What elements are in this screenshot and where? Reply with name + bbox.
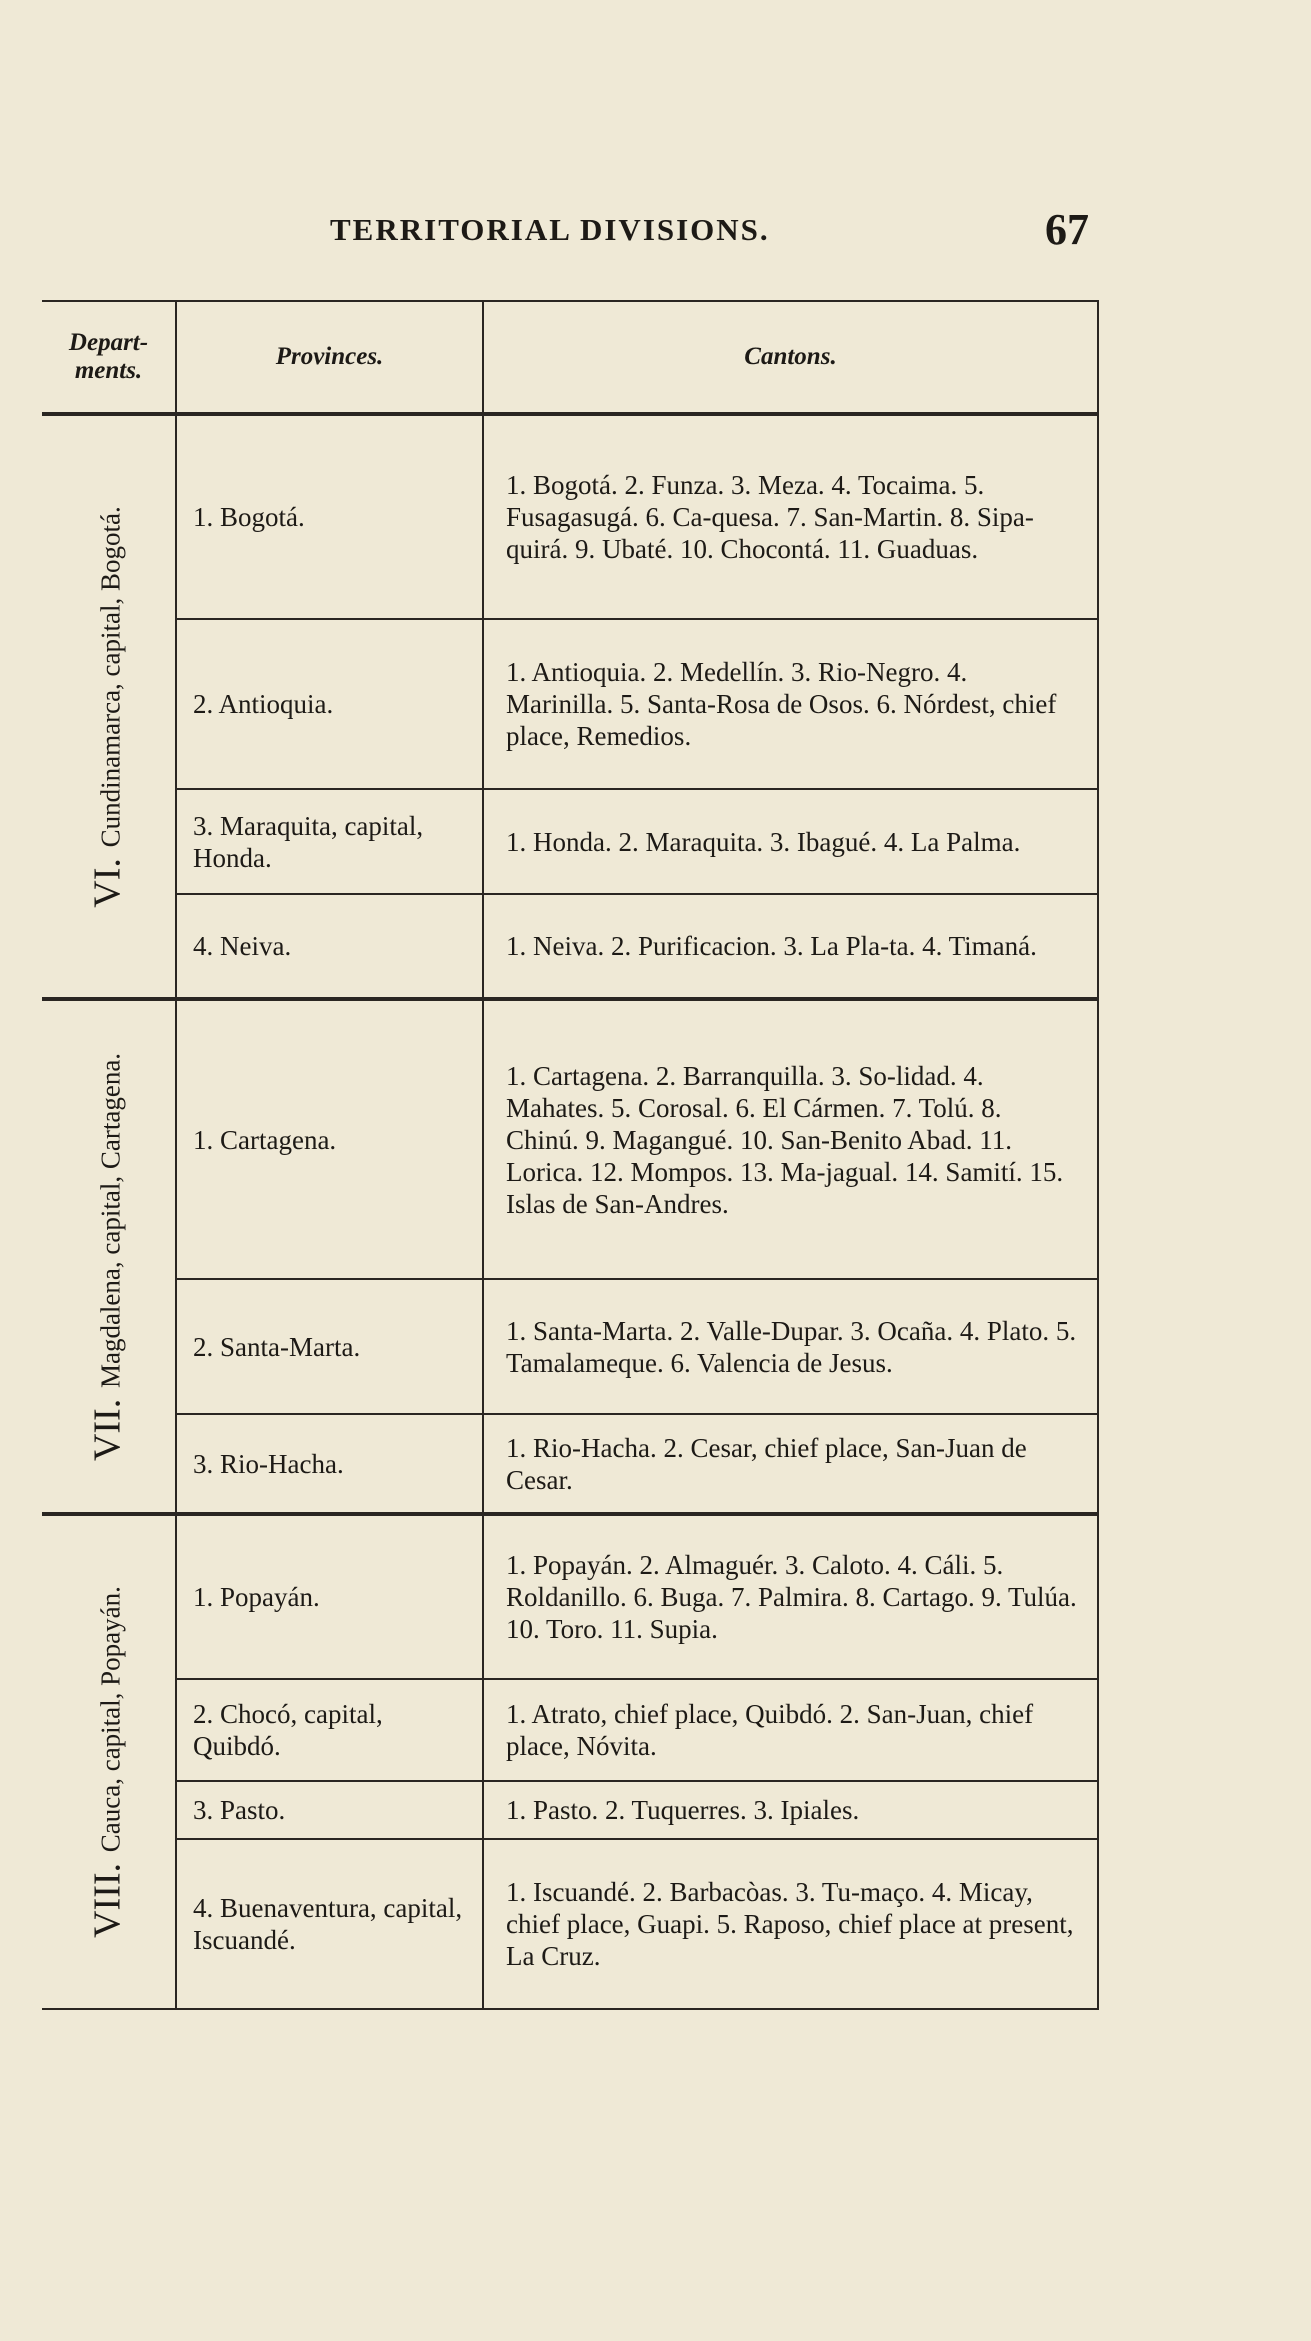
- province-cell: 1. Popayán.: [176, 1514, 483, 1679]
- page-header: [0, 205, 1311, 282]
- running-title: TERRITORIAL DIVISIONS.: [330, 212, 770, 247]
- province-cell: 2. Santa-Marta.: [176, 1279, 483, 1414]
- province-cell: 2. Chocó, capital, Quibdó.: [176, 1679, 483, 1781]
- page-number: 67: [1045, 205, 1089, 254]
- table-row: [42, 414, 1098, 619]
- table-row: [42, 1414, 1098, 1514]
- cantons-cell: 1. Pasto. 2. Tuquerres. 3. Ipiales.: [483, 1781, 1098, 1839]
- cantons-cell: 1. Neiva. 2. Purificacion. 3. La Pla-ta. 4. Timaná.: [483, 894, 1098, 999]
- department-name: Cauca, capital, Popayán.: [95, 1586, 125, 1853]
- cantons-cell: 1. Atrato, chief place, Quibdó. 2. San-Juan, chief place, Nóvita.: [483, 1679, 1098, 1781]
- department-numeral: VIII.: [86, 1863, 128, 1938]
- table-row: [42, 1679, 1098, 1781]
- department-cell: [42, 414, 176, 999]
- cantons-cell: 1. Iscuandé. 2. Barbacòas. 3. Tu-maço. 4. Micay, chief place, Guapi. 5. Raposo, chief place at present, La Cruz.: [483, 1839, 1098, 2009]
- table-row: [42, 1781, 1098, 1839]
- province-cell: 4. Neiva.: [176, 894, 483, 999]
- department-cell: [42, 1514, 176, 2009]
- province-cell: 3. Pasto.: [176, 1781, 483, 1839]
- table-row: [42, 1279, 1098, 1414]
- header-departments: Depart-ments.: [42, 301, 176, 414]
- cantons-cell: 1. Antioquia. 2. Medellín. 3. Rio-Negro. 4. Marinilla. 5. Santa-Rosa de Osos. 6. Nórdest, chief place, Remedios.: [483, 619, 1098, 789]
- department-cell: [42, 999, 176, 1514]
- table-row: [42, 894, 1098, 999]
- header-cantons: Cantons.: [483, 301, 1098, 414]
- table-row: [42, 1839, 1098, 2009]
- department-numeral: VI.: [86, 857, 128, 908]
- department-numeral: VII.: [86, 1398, 128, 1461]
- province-cell: 4. Buenaventura, capital, Iscuandé.: [176, 1839, 483, 2009]
- department-name: Cundinamarca, capital, Bogotá.: [95, 505, 125, 847]
- province-cell: 3. Rio-Hacha.: [176, 1414, 483, 1514]
- table-row: [42, 999, 1098, 1279]
- province-cell: 1. Bogotá.: [176, 414, 483, 619]
- territorial-divisions-table: [42, 300, 1099, 2010]
- table-header-row: [42, 301, 1098, 414]
- table-row: [42, 1514, 1098, 1679]
- cantons-cell: 1. Santa-Marta. 2. Valle-Dupar. 3. Ocaña. 4. Plato. 5. Tamalameque. 6. Valencia de Jesus.: [483, 1279, 1098, 1414]
- cantons-cell: 1. Popayán. 2. Almaguér. 3. Caloto. 4. Cáli. 5. Roldanillo. 6. Buga. 7. Palmira. 8. Cartago. 9. Tulúa. 10. Toro. 11. Supia.: [483, 1514, 1098, 1679]
- department-label: [86, 1586, 128, 1938]
- table-row: [42, 789, 1098, 894]
- department-label: [86, 505, 128, 908]
- department-name: Magdalena, capital, Cartagena.: [95, 1052, 125, 1388]
- cantons-cell: 1. Bogotá. 2. Funza. 3. Meza. 4. Tocaima. 5. Fusagasugá. 6. Ca-quesa. 7. San-Martin. 8. Sipa-quirá. 9. Ubaté. 10. Chocontá. 11. Guaduas.: [483, 414, 1098, 619]
- cantons-cell: 1. Rio-Hacha. 2. Cesar, chief place, San-Juan de Cesar.: [483, 1414, 1098, 1514]
- cantons-cell: 1. Cartagena. 2. Barranquilla. 3. So-lidad. 4. Mahates. 5. Corosal. 6. El Cármen. 7. Tolú. 8. Chinú. 9. Magangué. 10. San-Benito Abad. 11. Lorica. 12. Mompos. 13. Ma-jagual. 14. Samití. 15. Islas de San-Andres.: [483, 999, 1098, 1279]
- province-cell: 1. Cartagena.: [176, 999, 483, 1279]
- cantons-cell: 1. Honda. 2. Maraquita. 3. Ibagué. 4. La Palma.: [483, 789, 1098, 894]
- department-label: [86, 1052, 128, 1461]
- province-cell: 3. Maraquita, capital, Honda.: [176, 789, 483, 894]
- table-row: [42, 619, 1098, 789]
- province-cell: 2. Antioquia.: [176, 619, 483, 789]
- header-provinces: Provinces.: [176, 301, 483, 414]
